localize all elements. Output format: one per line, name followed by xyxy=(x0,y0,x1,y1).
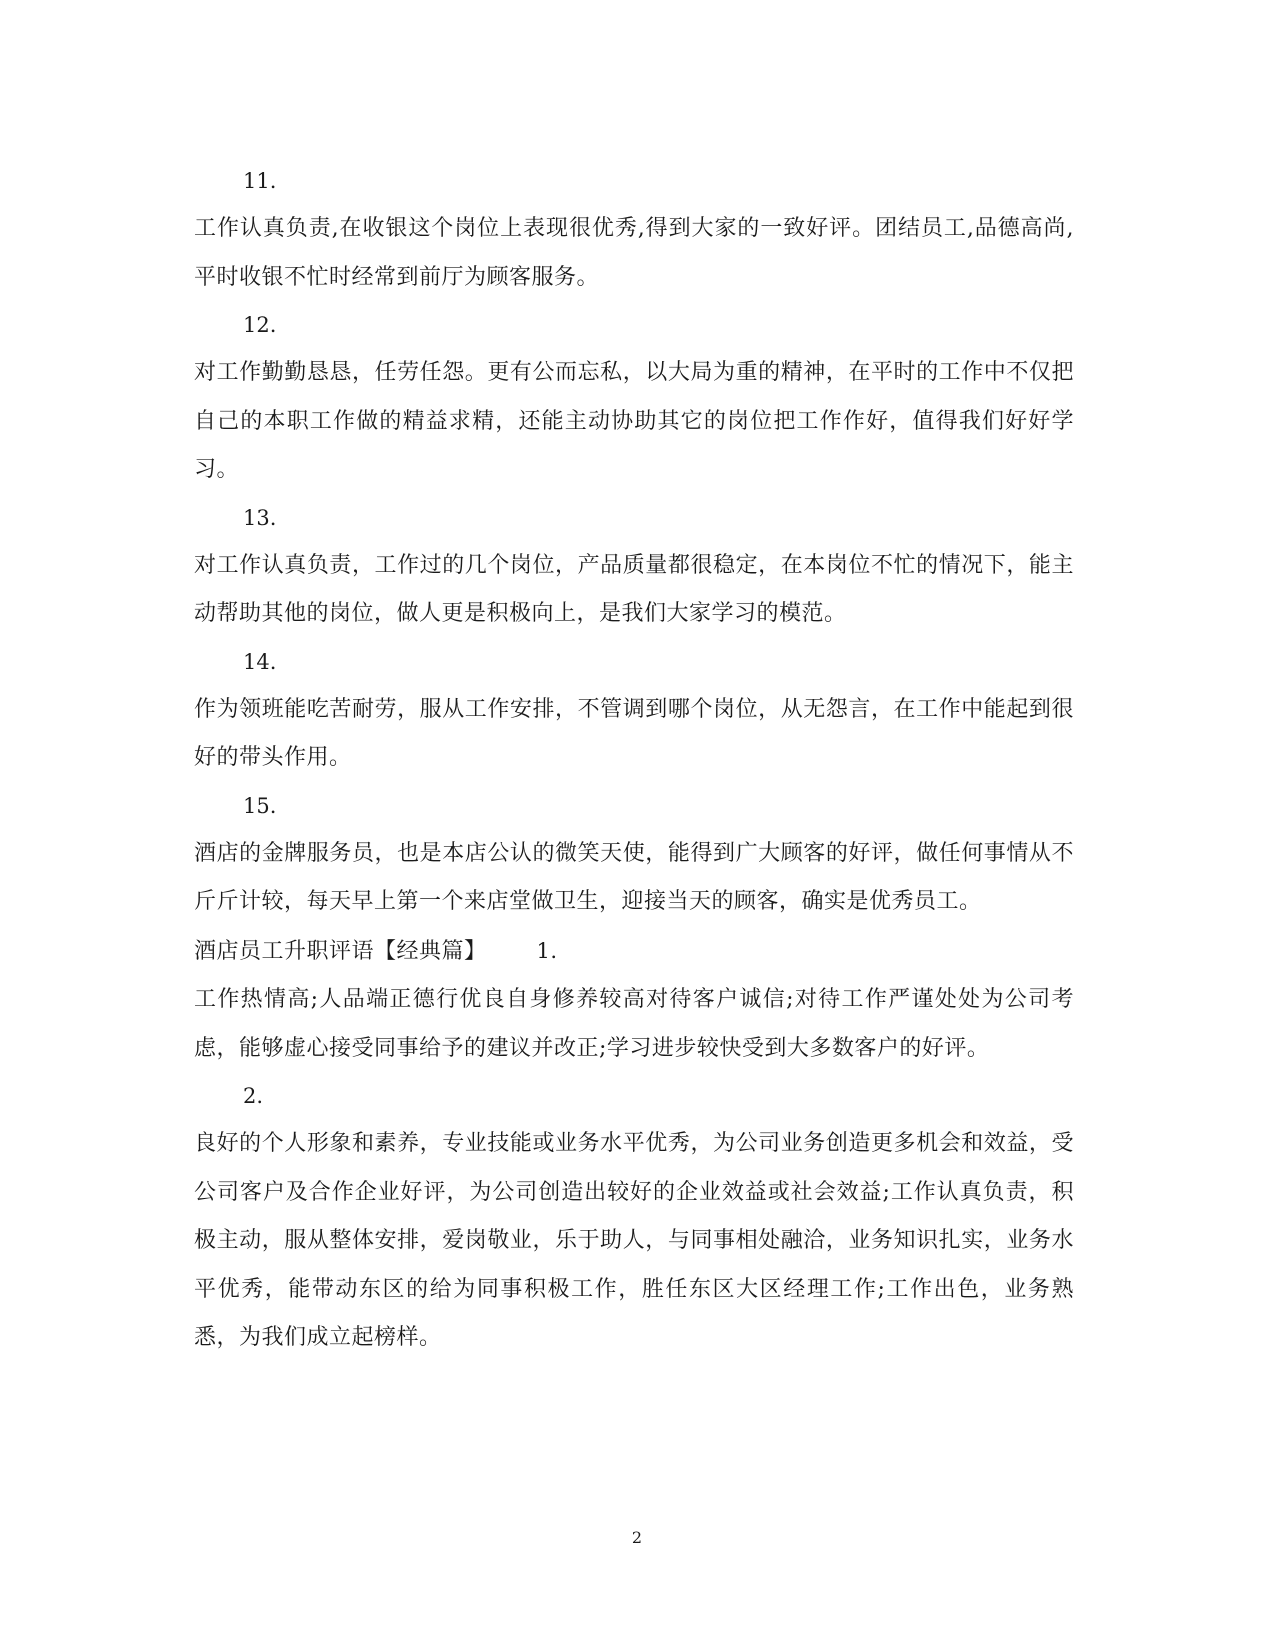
item-number: 13. xyxy=(243,505,277,530)
item-number: 15. xyxy=(243,793,277,818)
item-paragraph: 良好的个人形象和素养，专业技能或业务水平优秀，为公司业务创造更多机会和效益，受公司客户及合作企业好评，为公司创造出较好的企业效益或社会效益;工作认真负责，积极主动，服从整体安排，爱岗敬业，乐于助人，与同事相处融洽，业务知识扎实，业务水平优秀，能带动东区的给为同事积极工作，胜任东区大区经理工作;工作出色，业务熟悉，为我们成立起榜样。 xyxy=(194,1131,1074,1350)
item-number: 12. xyxy=(243,313,277,337)
item-number: 2. xyxy=(243,1084,264,1108)
item-paragraph: 作为领班能吃苦耐劳，服从工作安排，不管调到哪个岗位，从无怨言，在工作中能起到很好的带头作用。 xyxy=(194,696,1074,770)
page-number: 2 xyxy=(631,1528,643,1547)
item-paragraph: 工作认真负责,在收银这个岗位上表现很优秀,得到大家的一致好评。团结员工,品德高尚,平时收银不忙时经常到前厅为顾客服务。 xyxy=(194,216,1074,290)
item-paragraph: 酒店的金牌服务员，也是本店公认的微笑天使，能得到广大顾客的好评，做任何事情从不斤斤计较，每天早上第一个来店堂做卫生，迎接当天的顾客，确实是优秀员工。 xyxy=(194,840,1074,914)
section-heading-line xyxy=(194,927,1074,977)
section-heading: 酒店员工升职评语【经典篇】 xyxy=(194,938,487,964)
item-paragraph: 对工作认真负责，工作过的几个岗位，产品质量都很稳定，在本岗位不忙的情况下，能主动帮助其他的岗位，做人更是积极向上，是我们大家学习的模范。 xyxy=(194,552,1074,626)
item-paragraph: 工作热情高;人品端正德行优良自身修养较高对待客户诚信;对待工作严谨处处为公司考虑，能够虚心接受同事给予的建议并改正;学习进步较快受到大多数客户的好评。 xyxy=(194,987,1074,1061)
item-number: 14. xyxy=(243,649,277,674)
item-number: 11. xyxy=(243,169,277,193)
item-number: 1. xyxy=(536,938,558,963)
document-body xyxy=(194,158,1074,1363)
item-paragraph: 对工作勤勤恳恳，任劳任怨。更有公而忘私，以大局为重的精神，在平时的工作中不仅把自己的本职工作做的精益求精，还能主动协助其它的岗位把工作作好，值得我们好好学习。 xyxy=(194,360,1074,482)
